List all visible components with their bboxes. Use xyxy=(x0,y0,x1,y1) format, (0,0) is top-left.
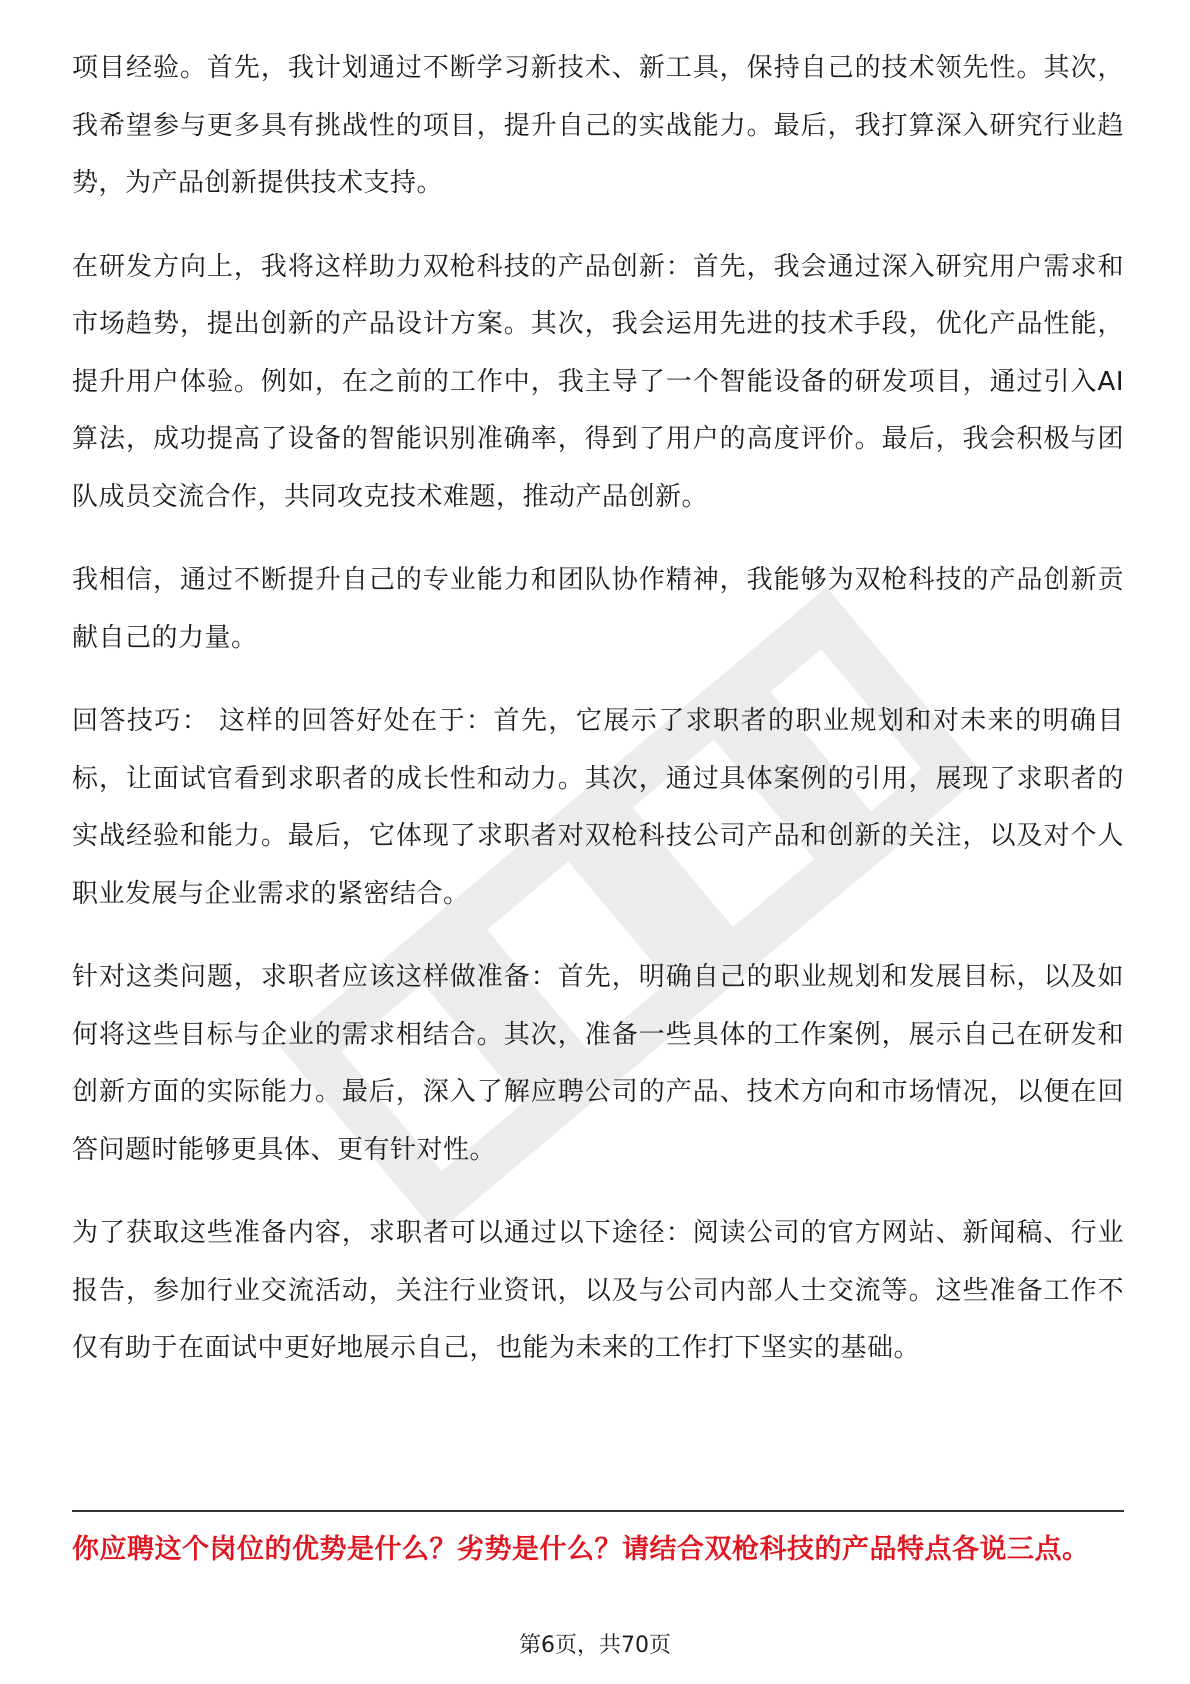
paragraph-belief: 我相信，通过不断提升自己的专业能力和团队协作精神，我能够为双枪科技的产品创新贡献自己的力量。 xyxy=(72,565,1124,653)
paragraph-preparation: 针对这类问题，求职者应该这样做准备：首先，明确自己的职业规划和发展目标，以及如何将这些目标与企业的需求相结合。其次，准备一些具体的工作案例，展示自己在研发和创新方面的实际能力。最后，深入了解应聘公司的产品、技术方向和市场情况，以便在回答问题时能够更具体、更有针对性。 xyxy=(72,962,1124,1165)
page-number: 第6页，共70页 xyxy=(519,1633,671,1658)
paragraph-answer-tips: 回答技巧： 这样的回答好处在于：首先，它展示了求职者的职业规划和对未来的明确目标，让面试官看到求职者的成长性和动力。其次，通过具体案例的引用，展现了求职者的实战经验和能力。最后，它体现了求职者对双枪科技公司产品和创新的关注，以及对个人职业发展与企业需求的紧密结合。 xyxy=(72,706,1124,909)
paragraph-sources: 为了获取这些准备内容，求职者可以通过以下途径：阅读公司的官方网站、新闻稿、行业报告，参加行业交流活动，关注行业资讯，以及与公司内部人士交流等。这些准备工作不仅有助于在面试中更好地展示自己，也能为未来的工作打下坚实的基础。 xyxy=(72,1218,1124,1363)
interview-question: 你应聘这个岗位的优势是什么？劣势是什么？请结合双枪科技的产品特点各说三点。 xyxy=(72,1534,1090,1565)
section-divider xyxy=(72,1510,1124,1512)
paragraph-project-experience: 项目经验。首先，我计划通过不断学习新技术、新工具，保持自己的技术领先性。其次，我希望参与更多具有挑战性的项目，提升自己的实战能力。最后，我打算深入研究行业趋势，为产品创新提供技术支持。 xyxy=(72,53,1124,198)
paragraph-rd-direction: 在研发方向上，我将这样助力双枪科技的产品创新：首先，我会通过深入研究用户需求和市场趋势，提出创新的产品设计方案。其次，我会运用先进的技术手段，优化产品性能，提升用户体验。例如，在之前的工作中，我主导了一个智能设备的研发项目，通过引入AI算法，成功提高了设备的智能识别准确率，得到了用户的高度评价。最后，我会积极与团队成员交流合作，共同攻克技术难题，推动产品创新。 xyxy=(72,251,1124,512)
document-body xyxy=(72,40,1124,1404)
